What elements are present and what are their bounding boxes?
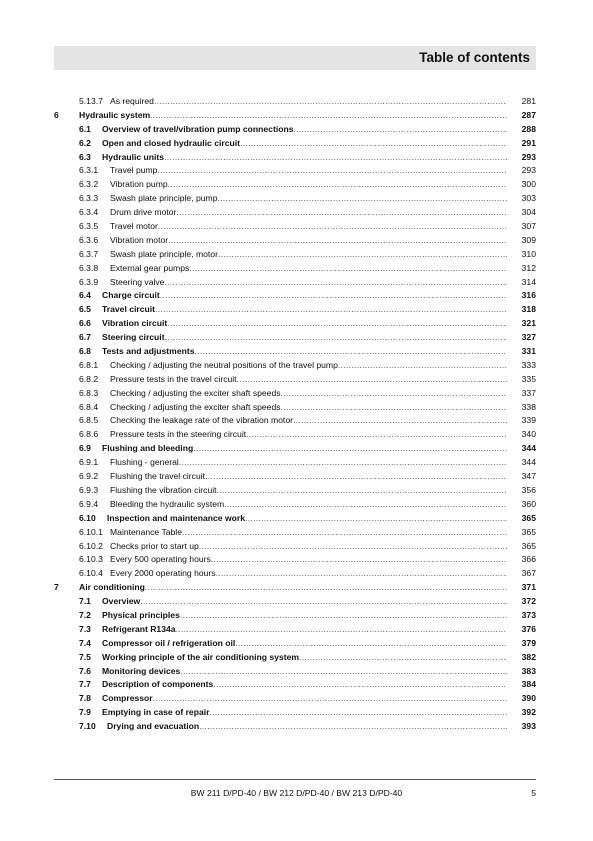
toc-leader-dots <box>155 303 507 317</box>
toc-leader-dots <box>338 359 507 373</box>
toc-title: Monitoring devices <box>102 665 181 676</box>
toc-title: Open and closed hydraulic circuit <box>102 137 241 148</box>
toc-entry[interactable] <box>54 609 536 623</box>
toc-entry[interactable] <box>54 540 536 554</box>
toc-title: Emptying in case of repair <box>102 707 210 718</box>
toc-section-number: 6.5 <box>79 304 91 315</box>
toc-title: Swash plate principle, pump <box>110 193 218 204</box>
toc-page-number: 379 <box>521 637 536 648</box>
toc-section-number: 6.7 <box>79 332 91 343</box>
toc-leader-dots <box>245 512 507 526</box>
toc-section-number: 7.4 <box>79 637 91 648</box>
toc-section-number: 6.8.1 <box>79 359 99 370</box>
toc-leader-dots <box>281 387 507 401</box>
toc-entry[interactable] <box>54 373 536 387</box>
toc-section-number: 6.3.8 <box>79 262 99 273</box>
toc-entry[interactable] <box>54 387 536 401</box>
toc-title: Every 2000 operating hours <box>110 568 216 579</box>
toc-page-number: 293 <box>521 165 536 176</box>
toc-section-number: 7.8 <box>79 693 91 704</box>
toc-leader-dots <box>237 373 507 387</box>
toc-page-number: 365 <box>521 540 536 551</box>
toc-entry[interactable] <box>54 178 536 192</box>
toc-page-number: 365 <box>521 526 536 537</box>
toc-page-number: 393 <box>521 721 536 732</box>
toc-section-number: 6.3.5 <box>79 221 99 232</box>
toc-title: Checking the leakage rate of the vibration motor <box>110 415 293 426</box>
toc-title: Steering valve <box>110 276 165 287</box>
toc-title: Flushing and bleeding <box>102 443 194 454</box>
toc-entry[interactable] <box>54 331 536 345</box>
toc-page-number: 309 <box>521 234 536 245</box>
toc-leader-dots <box>217 484 507 498</box>
toc-page-number: 376 <box>521 623 536 634</box>
toc-section-number: 6.8.5 <box>79 415 99 426</box>
toc-leader-dots <box>140 595 507 609</box>
toc-page-number: 300 <box>521 179 536 190</box>
toc-entry[interactable] <box>54 651 536 665</box>
toc-section-number: 6.2 <box>79 137 91 148</box>
toc-section-number: 7.7 <box>79 679 91 690</box>
toc-leader-dots <box>211 553 507 567</box>
toc-page-number: 372 <box>521 596 536 607</box>
footer-model-text: BW 211 D/PD-40 / BW 212 D/PD-40 / BW 213 D/PD-40 <box>190 788 403 798</box>
toc-entry[interactable] <box>54 692 536 706</box>
toc-entry[interactable] <box>54 234 536 248</box>
toc-title: Hydraulic units <box>102 151 165 162</box>
toc-page-number: 390 <box>521 693 536 704</box>
toc-page-number: 344 <box>521 457 536 468</box>
toc-page-number: 293 <box>521 151 536 162</box>
toc-entry[interactable] <box>54 414 536 428</box>
toc-section-number: 6.4 <box>79 290 91 301</box>
toc-entry[interactable] <box>54 637 536 651</box>
toc-page-number: 371 <box>521 582 536 593</box>
toc-entry[interactable] <box>54 220 536 234</box>
toc-leader-dots <box>213 678 507 692</box>
toc-leader-dots <box>168 234 507 248</box>
toc-title: Overview <box>102 596 141 607</box>
toc-section-number: 6.8.4 <box>79 401 99 412</box>
toc-page-number: 392 <box>521 707 536 718</box>
toc-entry[interactable] <box>54 151 536 165</box>
toc-leader-dots <box>167 317 507 331</box>
toc-leader-dots <box>209 706 507 720</box>
toc-page-number: 373 <box>521 609 536 620</box>
toc-page-number: 365 <box>521 512 536 523</box>
toc-section-number: 6.3 <box>79 151 91 162</box>
toc-entry[interactable] <box>54 276 536 290</box>
toc-page-number: 333 <box>521 359 536 370</box>
toc-title: Travel motor <box>110 221 158 232</box>
toc-page-number: 366 <box>521 554 536 565</box>
toc-title: Maintenance Table <box>110 526 182 537</box>
toc-entry[interactable] <box>54 720 536 734</box>
toc-title: Swash plate principle, motor <box>110 248 218 259</box>
toc-title: Air conditioning <box>79 582 145 593</box>
toc-section-number: 6.9.4 <box>79 498 99 509</box>
toc-title: Vibration pump <box>110 179 168 190</box>
toc-page-number: 337 <box>521 387 536 398</box>
toc-entry[interactable] <box>54 706 536 720</box>
toc-page-number: 291 <box>521 137 536 148</box>
toc-section-number: 6.1 <box>79 123 91 134</box>
toc-section-number: 6.3.6 <box>79 234 99 245</box>
toc-leader-dots <box>194 345 507 359</box>
toc-page-number: 339 <box>521 415 536 426</box>
toc-section-number: 6.3.2 <box>79 179 99 190</box>
toc-section-number: 7.1 <box>79 596 91 607</box>
toc-leader-dots <box>164 276 507 290</box>
toc-title: Pressure tests in the travel circuit <box>110 373 237 384</box>
toc-title: Description of components <box>102 679 214 690</box>
toc-section-number: 6.9.2 <box>79 471 99 482</box>
toc-leader-dots <box>176 623 507 637</box>
footer-page-number: 5 <box>531 788 536 798</box>
toc-title: Overview of travel/vibration pump connections <box>102 123 294 134</box>
toc-section-number: 7.9 <box>79 707 91 718</box>
toc-page-number: 281 <box>521 96 536 106</box>
toc-leader-dots <box>235 637 507 651</box>
toc-leader-dots <box>180 665 507 679</box>
toc-section-number: 6.10.3 <box>79 554 103 565</box>
toc-section-number: 6.10 <box>79 512 96 523</box>
toc-page-number: 367 <box>521 568 536 579</box>
toc-page-number: 383 <box>521 665 536 676</box>
toc-entry[interactable] <box>54 248 536 262</box>
toc-section-number: 7.6 <box>79 665 91 676</box>
toc-chapter-number: 7 <box>54 582 59 593</box>
toc-title: Vibration motor <box>110 234 169 245</box>
toc-title: Checks prior to start up <box>110 540 199 551</box>
toc-page-number: 382 <box>521 651 536 662</box>
toc-title: Checking / adjusting the exciter shaft speeds <box>110 401 281 412</box>
toc-page-number: 303 <box>521 193 536 204</box>
table-of-contents <box>54 95 536 734</box>
toc-section-number: 6.10.1 <box>79 526 103 537</box>
toc-title: Every 500 operating hours <box>110 554 211 565</box>
toc-page-number: 327 <box>521 332 536 343</box>
toc-entry[interactable] <box>54 303 536 317</box>
toc-leader-dots <box>168 178 507 192</box>
toc-leader-dots <box>246 428 507 442</box>
toc-leader-dots <box>218 248 507 262</box>
toc-title: Compressor oil / refrigeration oil <box>102 637 236 648</box>
toc-entry[interactable] <box>54 526 536 540</box>
toc-entry[interactable] <box>54 109 536 123</box>
toc-entry[interactable] <box>54 470 536 484</box>
toc-section-number: 6.9 <box>79 443 91 454</box>
toc-title: Drum drive motor <box>110 207 177 218</box>
toc-title: Steering circuit <box>102 332 165 343</box>
toc-leader-dots <box>158 220 507 234</box>
toc-title: Travel pump <box>110 165 158 176</box>
toc-entry[interactable] <box>54 442 536 456</box>
toc-title: Charge circuit <box>102 290 160 301</box>
toc-entry[interactable] <box>54 553 536 567</box>
toc-entry[interactable] <box>54 95 536 109</box>
toc-entry[interactable] <box>54 498 536 512</box>
toc-leader-dots <box>299 651 507 665</box>
toc-entry[interactable] <box>54 595 536 609</box>
toc-title: Checking / adjusting the neutral positions of the travel pump <box>110 359 338 370</box>
toc-leader-dots <box>180 609 507 623</box>
toc-section-number: 6.6 <box>79 318 91 329</box>
toc-section-number: 6.8.3 <box>79 387 99 398</box>
toc-section-number: 6.3.1 <box>79 165 99 176</box>
toc-page-number: 318 <box>521 304 536 315</box>
toc-leader-dots <box>153 692 507 706</box>
toc-section-number: 6.8 <box>79 346 91 357</box>
toc-section-number: 7.5 <box>79 651 91 662</box>
toc-leader-dots <box>189 262 507 276</box>
toc-title: Checking / adjusting the exciter shaft speeds <box>110 387 281 398</box>
toc-leader-dots <box>179 456 507 470</box>
toc-title: Bleeding the hydraulic system <box>110 498 225 509</box>
toc-title: Compressor <box>102 693 153 704</box>
toc-leader-dots <box>294 123 508 137</box>
toc-page-number: 316 <box>521 290 536 301</box>
toc-leader-dots <box>164 151 507 165</box>
toc-section-number: 5.13.7 <box>79 96 103 106</box>
toc-page-number: 360 <box>521 498 536 509</box>
toc-leader-dots <box>199 540 507 554</box>
toc-page-number: 356 <box>521 484 536 495</box>
toc-entry[interactable] <box>54 484 536 498</box>
toc-leader-dots <box>150 109 507 123</box>
toc-title: Pressure tests in the steering circuit <box>110 429 247 440</box>
toc-page-number: 310 <box>521 248 536 259</box>
toc-section-number: 6.8.2 <box>79 373 99 384</box>
toc-leader-dots <box>216 567 507 581</box>
toc-section-number: 7.2 <box>79 609 91 620</box>
toc-title: Vibration circuit <box>102 318 168 329</box>
page-title: Table of contents <box>419 50 530 65</box>
toc-title: Travel circuit <box>102 304 156 315</box>
toc-page-number: 288 <box>521 123 536 134</box>
toc-title: Flushing the travel circuit <box>110 471 206 482</box>
toc-section-number: 6.8.6 <box>79 429 99 440</box>
toc-entry[interactable] <box>54 512 536 526</box>
toc-page-number: 344 <box>521 443 536 454</box>
toc-page-number: 347 <box>521 471 536 482</box>
toc-page-number: 307 <box>521 221 536 232</box>
toc-leader-dots <box>281 401 507 415</box>
toc-entry[interactable] <box>54 665 536 679</box>
toc-title: Inspection and maintenance work <box>107 512 246 523</box>
toc-chapter-number: 6 <box>54 109 59 120</box>
toc-entry[interactable] <box>54 123 536 137</box>
toc-section-number: 6.3.3 <box>79 193 99 204</box>
toc-entry[interactable] <box>54 345 536 359</box>
toc-leader-dots <box>145 581 507 595</box>
toc-page-number: 287 <box>521 109 536 120</box>
toc-section-number: 6.9.1 <box>79 457 99 468</box>
toc-page-number: 384 <box>521 679 536 690</box>
toc-entry[interactable] <box>54 401 536 415</box>
toc-entry[interactable] <box>54 137 536 151</box>
toc-section-number: 7.10 <box>79 721 96 732</box>
toc-leader-dots <box>165 331 507 345</box>
toc-leader-dots <box>182 526 507 540</box>
toc-title: External gear pumps <box>110 262 190 273</box>
toc-entry[interactable] <box>54 581 536 595</box>
toc-section-number: 6.3.7 <box>79 248 99 259</box>
toc-title: Hydraulic system <box>79 109 151 120</box>
toc-title: Working principle of the air conditioning system <box>102 651 300 662</box>
toc-leader-dots <box>293 414 507 428</box>
header-band <box>54 46 536 70</box>
toc-page-number: 335 <box>521 373 536 384</box>
toc-entry[interactable] <box>54 428 536 442</box>
toc-leader-dots <box>240 137 507 151</box>
toc-leader-dots <box>217 192 507 206</box>
toc-leader-dots <box>157 164 507 178</box>
toc-page-number: 331 <box>521 346 536 357</box>
toc-section-number: 6.10.2 <box>79 540 103 551</box>
toc-leader-dots <box>224 498 507 512</box>
toc-title: Drying and evacuation <box>107 721 200 732</box>
toc-title: Tests and adjustments <box>102 346 195 357</box>
toc-title: Physical principles <box>102 609 180 620</box>
toc-entry[interactable] <box>54 456 536 470</box>
toc-section-number: 6.3.9 <box>79 276 99 287</box>
toc-title: Refrigerant R134a <box>102 623 176 634</box>
toc-section-number: 6.9.3 <box>79 484 99 495</box>
toc-section-number: 7.3 <box>79 623 91 634</box>
toc-entry[interactable] <box>54 567 536 581</box>
toc-title: Flushing - general <box>110 457 179 468</box>
toc-section-number: 6.3.4 <box>79 207 99 218</box>
toc-title: As required <box>110 96 154 106</box>
toc-entry[interactable] <box>54 289 536 303</box>
toc-page-number: 340 <box>521 429 536 440</box>
toc-entry[interactable] <box>54 206 536 220</box>
toc-leader-dots <box>205 470 507 484</box>
toc-section-number: 6.10.4 <box>79 568 103 579</box>
toc-entry[interactable] <box>54 164 536 178</box>
toc-entry[interactable] <box>54 678 536 692</box>
toc-leader-dots <box>193 442 507 456</box>
toc-entry[interactable] <box>54 359 536 373</box>
toc-title: Flushing the vibration circuit <box>110 484 217 495</box>
toc-page-number: 314 <box>521 276 536 287</box>
toc-entry[interactable] <box>54 623 536 637</box>
footer-divider <box>54 779 536 780</box>
toc-leader-dots <box>199 720 507 734</box>
toc-page-number: 304 <box>521 207 536 218</box>
toc-leader-dots <box>154 95 507 109</box>
toc-page-number: 312 <box>521 262 536 273</box>
toc-page-number: 338 <box>521 401 536 412</box>
toc-entry[interactable] <box>54 192 536 206</box>
toc-entry[interactable] <box>54 262 536 276</box>
toc-leader-dots <box>160 289 507 303</box>
toc-page-number: 321 <box>521 318 536 329</box>
toc-entry[interactable] <box>54 317 536 331</box>
toc-leader-dots <box>176 206 507 220</box>
